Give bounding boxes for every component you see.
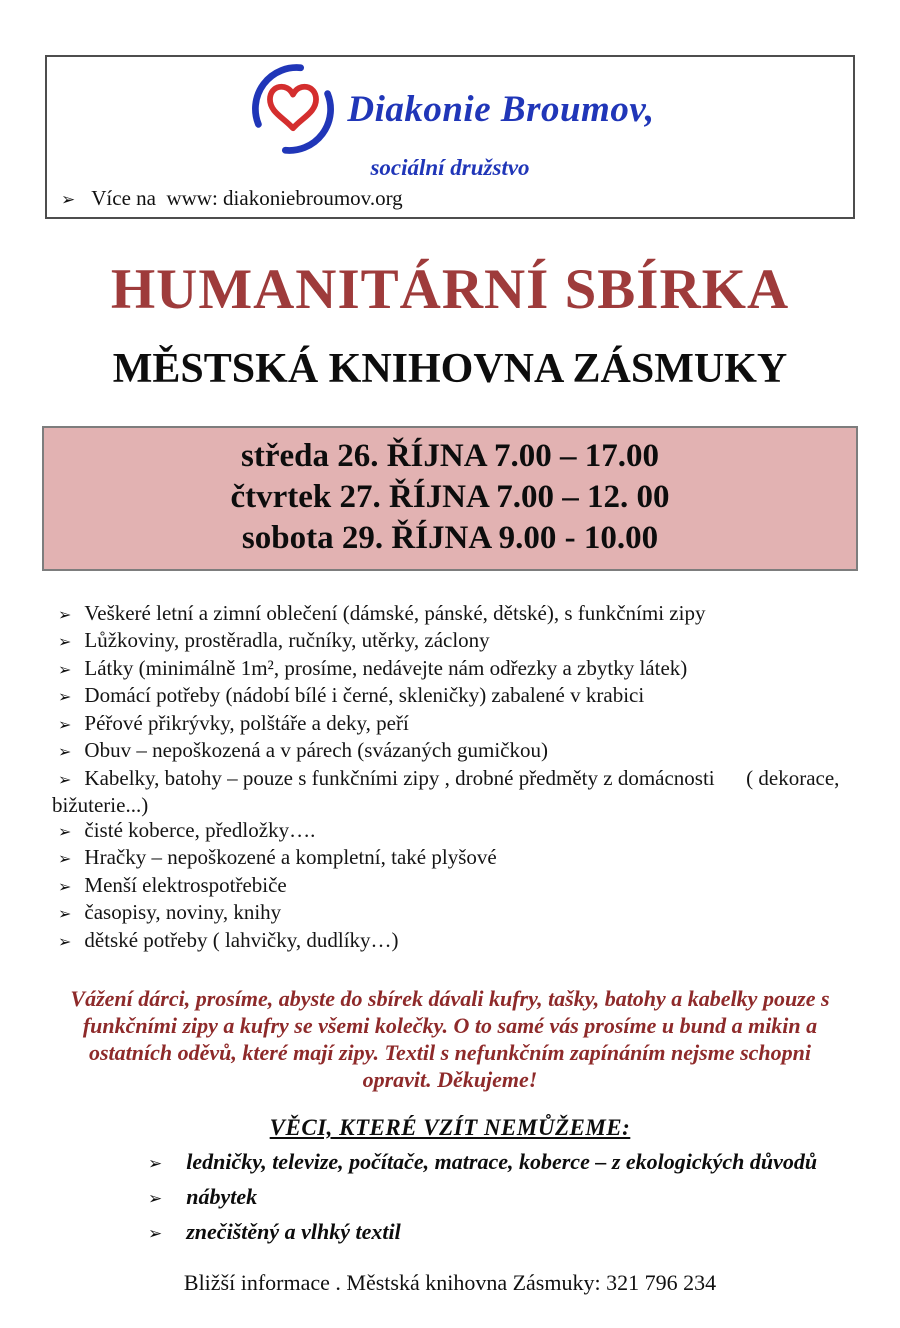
arrow-bullet-icon: ➢ [148, 1189, 163, 1209]
cannot-take-item-text: ledničky, televize, počítače, matrace, koberce – z ekologických důvodů [186, 1149, 818, 1175]
accepted-item-text: Lůžkoviny, prostěradla, ručníky, utěrky, záclony [84, 628, 490, 653]
cannot-take-list-item [148, 1215, 860, 1250]
schedule-box [42, 426, 858, 571]
schedule-line: středa 26. ŘÍJNA 7.00 – 17.00 [241, 437, 659, 474]
accepted-list-item [52, 738, 852, 766]
cannot-take-list [148, 1145, 860, 1250]
accepted-item-text: Kabelky, batohy – pouze s funkčními zipy , drobné předměty z domácnosti ( dekorace, bižuterie...) [52, 765, 840, 818]
cannot-take-item-text: znečištěný a vlhký textil [186, 1219, 401, 1245]
accepted-list-item [52, 818, 852, 846]
arrow-bullet-icon: ➢ [58, 851, 72, 869]
header-box [45, 55, 855, 219]
accepted-item-text: Péřové přikrývky, polštáře a deky, peří [84, 710, 409, 735]
arrow-bullet-icon: ➢ [58, 878, 72, 896]
cannot-take-heading: VĚCI, KTERÉ VZÍT NEMŮŽEME: [269, 1115, 631, 1141]
arrow-bullet-icon: ➢ [61, 190, 76, 209]
cannot-take-list-item [148, 1145, 860, 1180]
arrow-bullet-icon: ➢ [58, 634, 72, 652]
org-subtitle: sociální družstvo [370, 155, 530, 180]
arrow-bullet-icon: ➢ [58, 716, 72, 734]
arrow-bullet-icon: ➢ [58, 771, 72, 789]
flyer-page [0, 55, 900, 1328]
arrow-bullet-icon: ➢ [58, 744, 72, 762]
donor-notice-paragraph: Vážení dárci, prosíme, abyste do sbírek dávali kufry, tašky, batohy a kabelky pouze s funkčními zipy a kufry se všemi kolečky. O to samé vás prosíme u bund a mikin a ostatních oděvů, které mají zipy. Textil s nefunkčním zapínáním nejsme schopni opravit. Děkujeme! [70, 986, 830, 1093]
arrow-bullet-icon: ➢ [58, 689, 72, 707]
diakonie-heart-logo-icon [245, 61, 341, 157]
arrow-bullet-icon: ➢ [148, 1154, 163, 1174]
accepted-list-item [52, 766, 852, 818]
arrow-bullet-icon: ➢ [58, 661, 72, 679]
accepted-items-list [52, 601, 852, 956]
accepted-item-text: Hračky – nepoškozené a kompletní, také plyšové [84, 845, 497, 870]
org-name: Diakonie Broumov, [347, 88, 655, 130]
venue-title: MĚSTSKÁ KNIHOVNA ZÁSMUKY [112, 345, 788, 392]
accepted-item-text: dětské potřeby ( lahvičky, dudlíky…) [84, 927, 399, 952]
page-title: HUMANITÁRNÍ SBÍRKA [110, 258, 790, 321]
accepted-item-text: Veškeré letní a zimní oblečení (dámské, pánské, dětské), s funkčními zipy [84, 600, 706, 625]
arrow-bullet-icon: ➢ [58, 933, 72, 951]
accepted-list-item [52, 656, 852, 684]
accepted-item-text: čisté koberce, předložky…. [84, 817, 316, 842]
arrow-bullet-icon: ➢ [58, 606, 72, 624]
more-info-text: Více na www: diakoniebroumov.org [91, 186, 403, 210]
footer-contact-line: Bližší informace . Městská knihovna Zásmuky: 321 796 234 [183, 1270, 717, 1296]
accepted-list-item [52, 628, 852, 656]
accepted-item-text: Domácí potřeby (nádobí bílé i černé, skleničky) zabalené v krabici [84, 683, 645, 708]
accepted-item-text: Menší elektrospotřebiče [84, 872, 287, 897]
accepted-list-item [52, 900, 852, 928]
arrow-bullet-icon: ➢ [58, 906, 72, 924]
cannot-take-list-item [148, 1180, 860, 1215]
arrow-bullet-icon: ➢ [58, 823, 72, 841]
accepted-list-item [52, 601, 852, 629]
accepted-list-item [52, 683, 852, 711]
schedule-line: čtvrtek 27. ŘÍJNA 7.00 – 12. 00 [230, 478, 670, 515]
arrow-bullet-icon: ➢ [148, 1224, 163, 1244]
accepted-list-item [52, 845, 852, 873]
accepted-item-text: časopisy, noviny, knihy [84, 900, 282, 925]
accepted-list-item [52, 711, 852, 739]
accepted-item-text: Obuv – nepoškozená a v párech (svázaných gumičkou) [84, 738, 548, 763]
accepted-item-text: Látky (minimálně 1m², prosíme, nedávejte nám odřezky a zbytky látek) [84, 655, 688, 680]
accepted-list-item [52, 873, 852, 901]
accepted-list-item [52, 928, 852, 956]
cannot-take-item-text: nábytek [186, 1184, 258, 1210]
brand-row [47, 61, 853, 157]
more-info-line [47, 186, 853, 211]
schedule-line: sobota 29. ŘÍJNA 9.00 - 10.00 [241, 519, 659, 556]
